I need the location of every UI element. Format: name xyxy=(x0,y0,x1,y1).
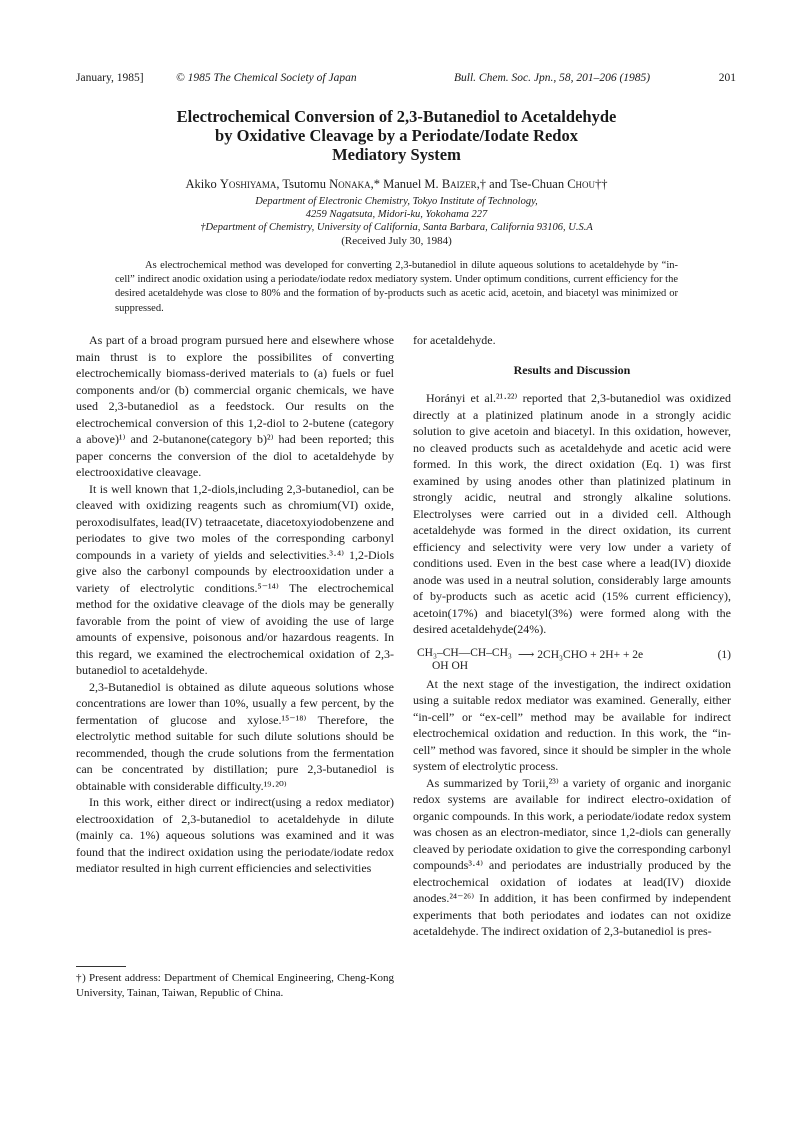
equation-product: ⟶ 2CH₃CHO + 2H+ + 2e xyxy=(517,648,644,661)
footnote: †) Present address: Department of Chemical Engineering, Cheng-Kong University, Tainan, Taiwan, Republic of China. xyxy=(76,972,394,999)
equation-formula: CH₃–CH—CH–CH₃ xyxy=(417,646,512,659)
body-paragraph: 2,3-Butanediol is obtained as dilute aqueous solutions whose concentrations are lower than 10%, usually a few percent, by the fermentation of glucose and xylose.¹⁵⁻¹⁸⁾ Therefore, the electrolytic method suitable for such dilute solutions should be recommended, though the crude solutions from the fermentation can be concentrated by distillation; pure 2,3-butanediol is obtainable with considerable difficulty.¹⁹·²⁰⁾ xyxy=(76,679,394,793)
copyright-notice: © 1985 The Chemical Society of Japan xyxy=(176,72,357,84)
affiliation-address: 4259 Nagatsuta, Midori-ku, Yokohama 227 xyxy=(305,209,488,220)
footnote-divider xyxy=(76,966,126,967)
author-given-name: Akiko xyxy=(185,177,220,191)
author-surname: Yoshiyama xyxy=(219,177,277,191)
author-surname: Nonaka xyxy=(329,177,371,191)
author-given-name: ,† and Tse-Chuan xyxy=(476,177,568,191)
equation-hydroxyls: OH OH xyxy=(432,659,469,672)
section-heading: Results and Discussion xyxy=(513,362,631,377)
title-line: Electrochemical Conversion of 2,3-Butanediol to Acetaldehyde xyxy=(176,107,617,126)
left-column xyxy=(76,332,394,877)
equation-reactant xyxy=(417,647,512,673)
body-paragraph: Horányi et al.²¹·²²⁾ reported that 2,3-butanediol was oxidized directly at a platinized platinum anode in a strongly acidic solution to give acetoin and biacetyl. In this oxidation, however, no cleaved products such as acetaldehyde and acetic acid were formed. In this work, the direct oxidation (Eq. 1) was first examined by using anodes other than platinized platinum in strongly acidic, neutral and strongly alkaline solutions. Electrolyses were carried out in a divided cell. Although acetaldehyde was formed in the direct oxidation, its current efficiency and selectivity were very low under a variety of conditions used. Even in the best case where a lead(IV) dioxide anode was used in a neutral solution, considerably large amounts of by-products such as acetic acid (15% current efficiency), acetoin(17%) and biacetyl(3%) were formed along with the desired acetaldehyde(24%). xyxy=(413,391,731,636)
equation xyxy=(417,647,731,673)
body-paragraph: In this work, either direct or indirect(using a redox mediator) electrooxidation of 2,3-butanediol to acetaldehyde in dilute (mainly ca. 1%) aqueous solutions was examined and it was found that the indirect oxidation using the periodate/iodate redox mediator resulted in high current efficiencies and selectivities xyxy=(76,795,394,875)
title-line: by Oxidative Cleavage by a Periodate/Iodate Redox xyxy=(215,126,578,145)
running-head xyxy=(76,72,736,88)
received-date: (Received July 30, 1984) xyxy=(341,235,452,247)
right-column xyxy=(413,332,731,940)
author-given-name: ,* Manuel M. xyxy=(370,177,442,191)
equation-number: (1) xyxy=(717,648,731,661)
article-title xyxy=(80,107,713,164)
body-paragraph: As part of a broad program pursued here and elsewhere whose main thrust is to explore the possibilites of converting electrochemically biomass-derived materials to (a) fuels or fuel components and/or (b) commercial organic chemicals, we have used 2,3-butanediol as a feedstock. Our results on the electrochemical conversion of this 1,2-diol to 2-butene (category a above)¹⁾ and 2-butanone(category b)²⁾ had been reported; this paper concerns the conversion of the diol to acetaldehyde by electrooxidative cleavage. xyxy=(76,333,394,479)
page-number: 201 xyxy=(718,72,736,84)
abstract: As electrochemical method was developed for converting 2,3-butanediol in dilute aqueous solutions to acetaldehyde by “in-cell” indirect anodic oxidation using a periodate/iodate redox mediatory system. Under optimum conditions, current efficiency for the desired acetaldehyde was close to 80% and the formation of by-products such as acetic acid, acetoin, and biacetyl was minimized or suppressed. xyxy=(115,260,678,314)
author-list xyxy=(80,177,713,192)
body-paragraph: At the next stage of the investigation, the indirect oxidation using a suitable redox mediator was examined. Generally, either “in-cell” or “ex-cell” method may be available for indirect electrochemical oxidation and reduction. In this work, the “in-cell” method was favored, since it should be simpler in the whole system of electrolytic process. xyxy=(413,676,731,773)
journal-citation: Bull. Chem. Soc. Jpn., 58, 201–206 (1985) xyxy=(454,72,651,84)
author-surname: Chou xyxy=(567,177,596,191)
affiliation: Department of Electronic Chemistry, Tokyo Institute of Technology, xyxy=(255,196,538,207)
title-line: Mediatory System xyxy=(332,145,461,164)
body-paragraph: for acetaldehyde. xyxy=(413,333,496,347)
footnote-mark: †† xyxy=(595,177,608,191)
issue-date: January, 1985] xyxy=(76,72,144,84)
body-paragraph: As summarized by Torii,²³⁾ a variety of organic and inorganic redox systems are available for indirect electro-oxidation of organic compounds. In this work, a periodate/iodate redox system was chosen as an electron-mediator, since 1,2-diols can generally cleaved by periodate oxidation to give the corresponding carbonyl compounds³·⁴⁾ and periodates are industrially produced by the electrochemical oxidation of iodates at lead(IV) dioxide anodes.²⁴⁻²⁶⁾ In addition, it has been confirmed by independent experiments that both periodates and iodates can not oxidize acetaldehyde. The indirect oxidation of 2,3-butanediol is pres- xyxy=(413,775,731,938)
affiliation: †Department of Chemistry, University of California, Santa Barbara, California 93106, U.S.A xyxy=(200,222,593,233)
author-given-name: , Tsutomu xyxy=(276,177,330,191)
author-surname: Baizer xyxy=(441,177,477,191)
body-paragraph: It is well known that 1,2-diols,including 2,3-butanediol, can be cleaved with oxidizing reagents such as chromium(VI) oxide, peroxodisulfates, lead(IV) tetraacetate, diacetoxyiodobenzene and periodates to give two moles of the corresponding carbonyl compounds in a variety of yields and selectivities.³·⁴⁾ 1,2-Diols give also the carbonyl compounds by electrooxidation under a variety of electrolytic conditions.⁵⁻¹⁴⁾ The electrochemical method for the oxidative cleavage of the diols may be generally favorable from the point of view of avoiding the use of large amounts of expensive, poisonous and/or hazardous reagents. In this regard, we examined the electrochemical oxidation of 2,3-butanediol to acetaldehyde. xyxy=(76,481,394,677)
